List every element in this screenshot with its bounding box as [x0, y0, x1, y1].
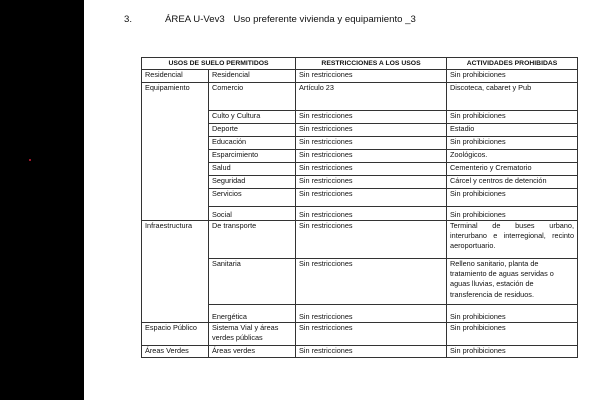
table-row: [142, 163, 578, 176]
header-actividades: ACTIVIDADES PROHIBIDAS: [447, 58, 578, 70]
restriction-cell: Sin restricciones: [296, 176, 447, 189]
red-dot-marker: [29, 159, 31, 161]
land-use-table: [141, 57, 578, 358]
use-cell: Seguridad: [209, 176, 296, 189]
use-cell: Sistema Vial y áreas verdes públicas: [209, 323, 296, 346]
category-espacio-publico: Espacio Público: [142, 323, 209, 346]
document-page: [84, 0, 606, 400]
use-cell: Residencial: [209, 70, 296, 83]
prohibited-cell: Cementerio y Crematorio: [447, 163, 578, 176]
prohibited-cell: Sin prohibiciones: [447, 70, 578, 83]
category-residencial: Residencial: [142, 70, 209, 83]
restriction-cell: Sin restricciones: [296, 221, 447, 259]
use-cell: Deporte: [209, 124, 296, 137]
prohibited-cell: Sin prohibiciones: [447, 111, 578, 124]
table-row: [142, 305, 578, 323]
prohibited-cell: Estadio: [447, 124, 578, 137]
use-cell: Salud: [209, 163, 296, 176]
prohibited-cell: Terminal de buses urbano, interurbano e interregional, recinto aeroportuario.: [447, 221, 578, 259]
table-row: [142, 70, 578, 83]
prohibited-cell: Sin prohibiciones: [447, 323, 578, 346]
restriction-cell: Sin restricciones: [296, 323, 447, 346]
prohibited-cell: Sin prohibiciones: [447, 189, 578, 207]
prohibited-cell: Relleno sanitario, planta de tratamiento de aguas servidas o aguas lluvias, estación de transferencia de residuos.: [447, 259, 578, 305]
category-infraestructura: Infraestructura: [142, 221, 209, 259]
table-row: [142, 207, 578, 221]
prohibited-cell: Zoológicos.: [447, 150, 578, 163]
restriction-cell: Sin restricciones: [296, 150, 447, 163]
prohibited-cell: Sin prohibiciones: [447, 137, 578, 150]
use-cell: De transporte: [209, 221, 296, 259]
category-areas-verdes: Áreas Verdes: [142, 346, 209, 358]
restriction-cell: Artículo 23: [296, 83, 447, 111]
restriction-cell: Sin restricciones: [296, 111, 447, 124]
prohibited-cell: Sin prohibiciones: [447, 207, 578, 221]
table-row: [142, 137, 578, 150]
table-row: [142, 323, 578, 346]
use-cell: Comercio: [209, 83, 296, 111]
category-equipamiento: Equipamiento: [142, 83, 209, 111]
use-cell: Sanitaria: [209, 259, 296, 305]
header-restricciones: RESTRICCIONES A LOS USOS: [296, 58, 447, 70]
restriction-cell: Sin restricciones: [296, 207, 447, 221]
table-header-row: [142, 58, 578, 70]
use-cell: Culto y Cultura: [209, 111, 296, 124]
section-heading: [124, 14, 416, 25]
restriction-cell: Sin restricciones: [296, 259, 447, 305]
restriction-cell: Sin restricciones: [296, 346, 447, 358]
table-row: [142, 176, 578, 189]
table-row: [142, 346, 578, 358]
restriction-cell: Sin restricciones: [296, 163, 447, 176]
table-row: [142, 83, 578, 111]
restriction-cell: Sin restricciones: [296, 305, 447, 323]
table-row: [142, 221, 578, 259]
use-cell: Energética: [209, 305, 296, 323]
use-cell: Esparcimiento: [209, 150, 296, 163]
use-cell: Social: [209, 207, 296, 221]
prohibited-cell: Discoteca, cabaret y Pub: [447, 83, 578, 111]
table-row: [142, 124, 578, 137]
restriction-cell: Sin restricciones: [296, 137, 447, 150]
left-black-band: [0, 0, 84, 400]
use-cell: Servicios: [209, 189, 296, 207]
table-row: [142, 111, 578, 124]
table-row: [142, 189, 578, 207]
table-row: [142, 259, 578, 305]
restriction-cell: Sin restricciones: [296, 70, 447, 83]
prohibited-cell: Sin prohibiciones: [447, 305, 578, 323]
prohibited-cell: Cárcel y centros de detención: [447, 176, 578, 189]
section-number: 3.: [124, 14, 133, 25]
section-subtitle: Uso preferente vivienda y equipamiento _3: [233, 14, 416, 25]
use-cell: Áreas verdes: [209, 346, 296, 358]
prohibited-cell: Sin prohibiciones: [447, 346, 578, 358]
restriction-cell: Sin restricciones: [296, 124, 447, 137]
restriction-cell: Sin restricciones: [296, 189, 447, 207]
section-title: ÁREA U-Vev3: [165, 14, 225, 25]
use-cell: Educación: [209, 137, 296, 150]
header-usos: USOS DE SUELO PERMITIDOS: [142, 58, 296, 70]
table-row: [142, 150, 578, 163]
